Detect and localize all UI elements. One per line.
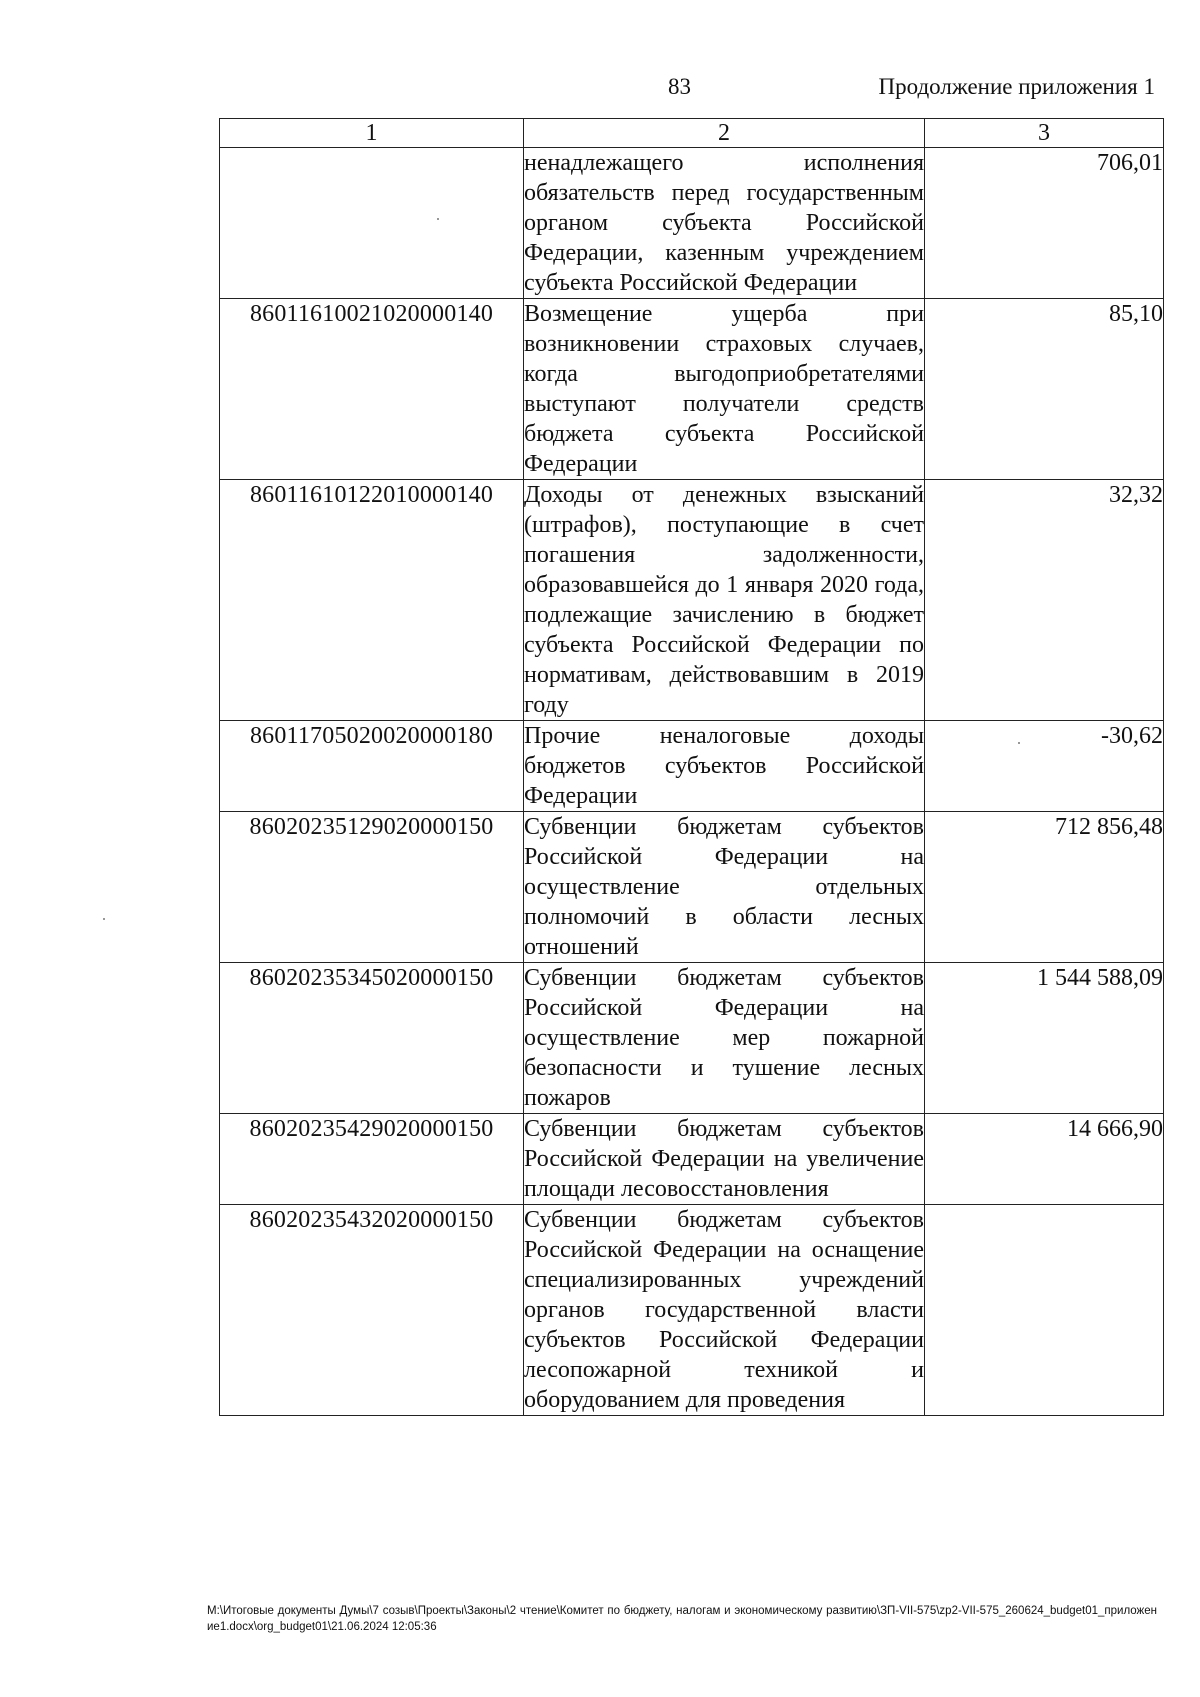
budget-revenue-table	[219, 118, 1164, 1416]
budget-code: 86011610122010000140	[220, 480, 524, 721]
table-row	[220, 812, 1164, 963]
table-row	[220, 299, 1164, 480]
budget-code: 86020235429020000150	[220, 1114, 524, 1205]
table-header-row	[220, 119, 1164, 148]
revenue-description: ненадлежащего исполнения обязательств перед государственным органом субъекта Российской Федерации, казенным учреждением субъекта Российской Федерации	[524, 148, 925, 299]
scan-speck	[103, 918, 105, 920]
scan-speck	[1018, 742, 1020, 744]
revenue-amount: 1 544 588,09	[925, 963, 1164, 1114]
budget-code: 86020235129020000150	[220, 812, 524, 963]
table-row	[220, 963, 1164, 1114]
page-header	[0, 74, 1200, 108]
revenue-amount: 712 856,48	[925, 812, 1164, 963]
revenue-description: Возмещение ущерба при возникновении страховых случаев, когда выгодоприобретателями выступают получатели средств бюджета субъекта Российской Федерации	[524, 299, 925, 480]
revenue-amount: -30,62	[925, 721, 1164, 812]
revenue-description: Прочие неналоговые доходы бюджетов субъектов Российской Федерации	[524, 721, 925, 812]
revenue-amount: 32,32	[925, 480, 1164, 721]
revenue-description: Доходы от денежных взысканий (штрафов), поступающие в счет погашения задолженности, образовавшейся до 1 января 2020 года, подлежащие зачислению в бюджет субъекта Российской Федерации по нормативам, действовавшим в 2019 году	[524, 480, 925, 721]
column-header-code: 1	[220, 119, 524, 148]
document-file-path: M:\Итоговые документы Думы\7 созыв\Проекты\Законы\2 чтение\Комитет по бюджету, налогам и экономическому развитию\ЗП-VII-575\zp2-VII-575_260624_budget01_приложение1.docx\org_budget01\21.06.2024 12:05:36	[207, 1605, 1157, 1633]
revenue-amount	[925, 1205, 1164, 1416]
revenue-description: Субвенции бюджетам субъектов Российской Федерации на оснащение специализированных учреждений органов государственной власти субъектов Российской Федерации лесопожарной техникой и оборудованием для проведения	[524, 1205, 925, 1416]
table-row	[220, 148, 1164, 299]
table-row	[220, 1114, 1164, 1205]
scan-speck	[437, 218, 439, 220]
revenue-description: Субвенции бюджетам субъектов Российской Федерации на осуществление отдельных полномочий в области лесных отношений	[524, 812, 925, 963]
column-header-amount: 3	[925, 119, 1164, 148]
budget-code: 86011610021020000140	[220, 299, 524, 480]
budget-code: 86020235432020000150	[220, 1205, 524, 1416]
revenue-description: Субвенции бюджетам субъектов Российской Федерации на осуществление мер пожарной безопасности и тушение лесных пожаров	[524, 963, 925, 1114]
budget-code: 86011705020020000180	[220, 721, 524, 812]
page-number: 83	[668, 74, 691, 99]
column-header-description: 2	[524, 119, 925, 148]
appendix-continuation-label: Продолжение приложения 1	[878, 74, 1155, 99]
budget-code	[220, 148, 524, 299]
revenue-amount: 706,01	[925, 148, 1164, 299]
revenue-amount: 14 666,90	[925, 1114, 1164, 1205]
budget-code: 86020235345020000150	[220, 963, 524, 1114]
table-row	[220, 1205, 1164, 1416]
table-row	[220, 721, 1164, 812]
revenue-description: Субвенции бюджетам субъектов Российской Федерации на увеличение площади лесовосстановления	[524, 1114, 925, 1205]
table-row	[220, 480, 1164, 721]
revenue-amount: 85,10	[925, 299, 1164, 480]
